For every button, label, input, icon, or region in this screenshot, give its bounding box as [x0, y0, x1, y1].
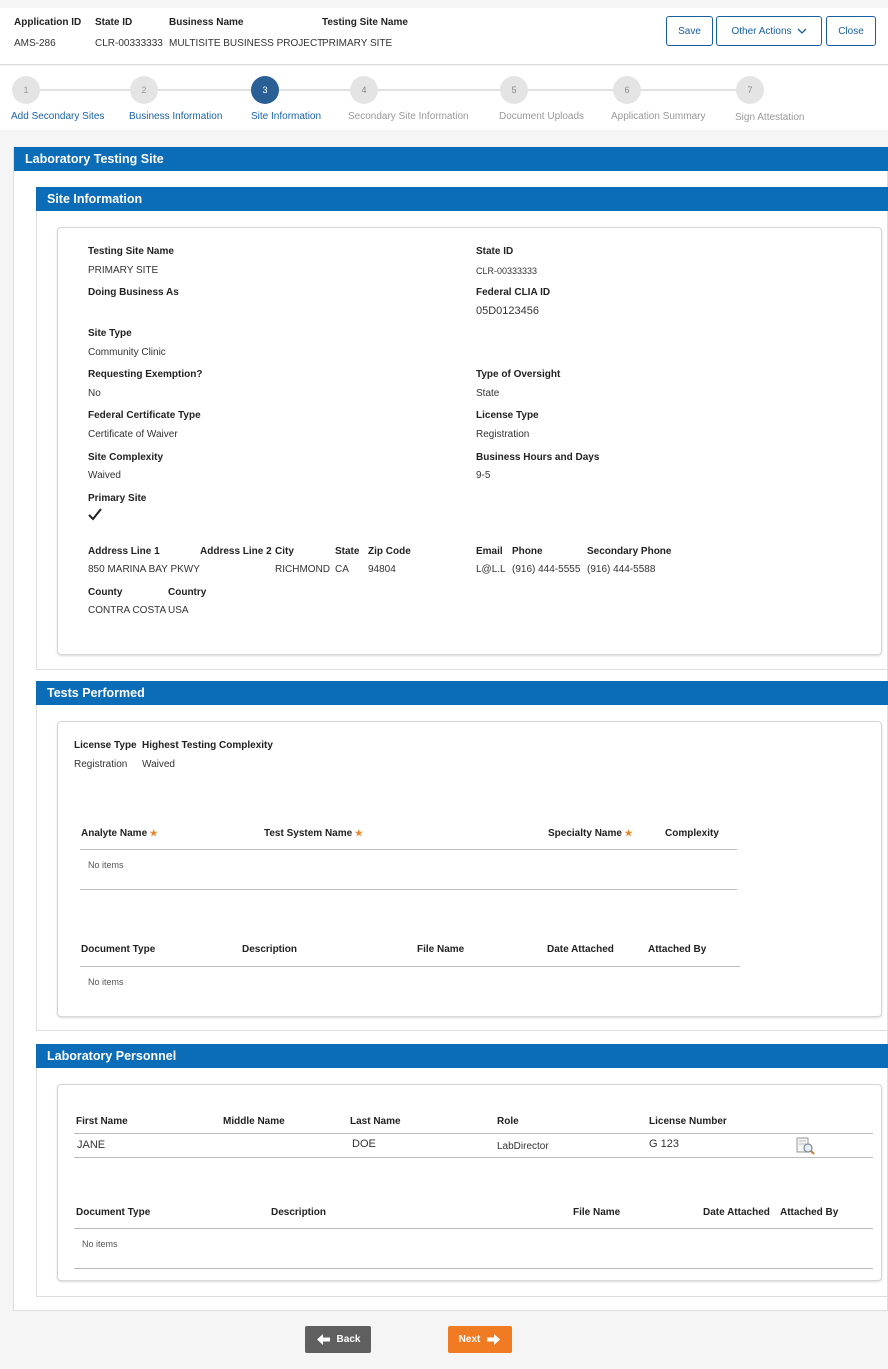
zip-code-label: Zip Code	[368, 546, 411, 557]
business-hours-label: Business Hours and Days	[476, 452, 600, 463]
save-button[interactable]	[666, 16, 713, 46]
application-id-label: Application ID	[14, 17, 82, 28]
requesting-exemption-value: No	[88, 388, 101, 399]
laboratory-personnel-card	[57, 1084, 882, 1281]
site-type-label: Site Type	[88, 328, 132, 339]
state-value: CA	[335, 564, 349, 575]
country-label: Country	[168, 587, 207, 598]
complexity-header[interactable]: Complexity	[665, 828, 719, 839]
arrow-right-icon	[486, 1333, 501, 1346]
application-id-value: AMS-286	[14, 38, 56, 49]
email-label: Email	[476, 546, 503, 557]
table-divider	[80, 849, 737, 850]
step-3-label[interactable]: Site Information	[251, 111, 322, 122]
testing-site-name-value: PRIMARY SITE	[88, 265, 159, 276]
tests-license-type-label: License Type	[74, 740, 137, 751]
primary-site-label: Primary Site	[88, 493, 147, 504]
requesting-exemption-label: Requesting Exemption?	[88, 369, 203, 380]
required-star-icon: ★	[352, 828, 363, 838]
state-label: State	[335, 546, 360, 557]
close-button[interactable]	[826, 16, 876, 46]
step-2-circle[interactable]: 2	[130, 76, 158, 104]
site-information-header	[36, 187, 888, 211]
step-connector	[158, 89, 251, 91]
back-button-label: Back	[336, 1334, 361, 1345]
testing-site-name-label: Testing Site Name	[88, 246, 174, 257]
step-7-circle: 7	[736, 76, 764, 104]
step-6-label: Application Summary	[611, 111, 706, 122]
step-connector	[528, 89, 613, 91]
site-information-title: Site Information	[47, 192, 143, 206]
documents-empty-message: No items	[88, 977, 124, 987]
site-complexity-value: Waived	[88, 470, 121, 481]
phone-value: (916) 444-5555	[512, 564, 581, 575]
city-value: RICHMOND	[275, 564, 330, 575]
application-header	[0, 8, 888, 65]
personnel-file-name-header[interactable]: File Name	[573, 1207, 621, 1218]
address-line1-label: Address Line 1	[88, 546, 160, 557]
type-of-oversight-label: Type of Oversight	[476, 369, 561, 380]
chevron-down-icon	[797, 28, 807, 35]
specialty-name-header[interactable]	[548, 828, 633, 839]
specialty-name-header-label: Specialty Name	[548, 828, 622, 839]
laboratory-personnel-header	[36, 1044, 888, 1068]
personnel-attached-by-header[interactable]: Attached By	[780, 1207, 839, 1218]
document-type-header[interactable]: Document Type	[81, 944, 156, 955]
analyte-name-header-label: Analyte Name	[81, 828, 148, 839]
other-actions-label: Other Actions	[731, 25, 792, 37]
required-star-icon: ★	[147, 828, 158, 838]
tests-performed-header	[36, 681, 888, 705]
personnel-description-header[interactable]: Description	[271, 1207, 327, 1218]
back-button[interactable]	[305, 1326, 371, 1353]
table-divider	[80, 966, 740, 967]
step-1-circle[interactable]: 1	[12, 76, 40, 104]
role-header[interactable]: Role	[497, 1116, 519, 1127]
business-name-label: Business Name	[169, 17, 244, 28]
table-divider	[80, 889, 737, 890]
state-id-value: CLR-00333333	[476, 266, 538, 276]
attached-by-header[interactable]: Attached By	[648, 944, 707, 955]
step-connector	[40, 89, 130, 91]
doing-business-as-label: Doing Business As	[88, 287, 179, 298]
personnel-documents-empty-message: No items	[82, 1239, 118, 1249]
highest-complexity-value: Waived	[142, 759, 175, 770]
step-4-circle: 4	[350, 76, 378, 104]
state-id-label: State ID	[476, 246, 514, 257]
role-cell: LabDirector	[497, 1141, 549, 1152]
country-value: USA	[168, 605, 189, 616]
federal-clia-id-value: 05D0123456	[476, 305, 540, 317]
state-id-value: CLR-00333333	[95, 38, 163, 49]
step-connector	[279, 89, 350, 91]
tests-license-type-value: Registration	[74, 759, 128, 770]
personnel-document-type-header[interactable]: Document Type	[76, 1207, 151, 1218]
address-line2-label: Address Line 2	[200, 546, 272, 557]
table-divider	[74, 1228, 873, 1229]
secondary-phone-value: (916) 444-5588	[587, 564, 656, 575]
phone-label: Phone	[512, 546, 543, 557]
other-actions-button[interactable]	[716, 16, 822, 46]
date-attached-header[interactable]: Date Attached	[547, 944, 614, 955]
site-complexity-label: Site Complexity	[88, 452, 164, 463]
laboratory-testing-site-header	[14, 147, 888, 171]
state-id-label: State ID	[95, 17, 133, 28]
testing-site-name-value: PRIMARY SITE	[322, 38, 393, 49]
email-value: L@L.L	[476, 564, 506, 575]
last-name-cell: DOE	[352, 1138, 376, 1150]
step-connector	[378, 89, 500, 91]
next-button[interactable]	[448, 1326, 512, 1353]
description-header[interactable]: Description	[242, 944, 298, 955]
last-name-header[interactable]: Last Name	[350, 1116, 401, 1127]
step-4-label: Secondary Site Information	[348, 111, 469, 122]
federal-clia-id-label: Federal CLIA ID	[476, 287, 551, 298]
next-button-label: Next	[458, 1334, 481, 1345]
analyte-empty-message: No items	[88, 860, 124, 870]
close-button-label: Close	[838, 25, 864, 37]
required-star-icon: ★	[621, 828, 633, 838]
step-6-circle: 6	[613, 76, 641, 104]
business-name-value: MULTISITE BUSINESS PROJECT	[169, 38, 324, 49]
license-type-label: License Type	[476, 410, 539, 421]
laboratory-testing-site-title: Laboratory Testing Site	[25, 152, 164, 166]
step-3-circle[interactable]: 3	[251, 76, 279, 104]
step-1-label[interactable]: Add Secondary Sites	[11, 111, 105, 122]
county-label: County	[88, 587, 123, 598]
laboratory-personnel-title: Laboratory Personnel	[47, 1049, 177, 1063]
first-name-header[interactable]: First Name	[76, 1116, 128, 1127]
step-7-label: Sign Attestation	[735, 112, 805, 123]
county-value: CONTRA COSTA	[88, 605, 167, 616]
arrow-left-icon	[316, 1333, 331, 1346]
first-name-cell: JANE	[77, 1139, 106, 1151]
license-number-cell: G 123	[649, 1138, 679, 1150]
analyte-name-header[interactable]	[81, 828, 158, 839]
table-divider	[74, 1157, 873, 1158]
federal-certificate-type-label: Federal Certificate Type	[88, 410, 201, 421]
table-divider	[74, 1268, 873, 1269]
city-label: City	[275, 546, 294, 557]
view-document-icon[interactable]	[796, 1137, 816, 1155]
secondary-phone-label: Secondary Phone	[587, 546, 672, 557]
file-name-header[interactable]: File Name	[417, 944, 465, 955]
save-button-label: Save	[678, 25, 701, 37]
middle-name-header[interactable]: Middle Name	[223, 1116, 285, 1127]
table-divider	[74, 1133, 873, 1134]
business-hours-value: 9-5	[476, 470, 491, 481]
testing-site-name-label: Testing Site Name	[322, 17, 408, 28]
test-system-name-header-label: Test System Name	[264, 828, 353, 839]
zip-code-value: 94804	[368, 564, 396, 575]
checkmark-icon	[88, 508, 102, 521]
type-of-oversight-value: State	[476, 388, 500, 399]
tests-performed-title: Tests Performed	[47, 686, 145, 700]
federal-certificate-type-value: Certificate of Waiver	[88, 429, 178, 440]
license-type-value: Registration	[476, 429, 530, 440]
step-2-label[interactable]: Business Information	[129, 111, 223, 122]
license-number-header[interactable]: License Number	[649, 1116, 727, 1127]
step-5-label: Document Uploads	[499, 111, 585, 122]
highest-complexity-label: Highest Testing Complexity	[142, 740, 273, 751]
personnel-date-attached-header[interactable]: Date Attached	[703, 1207, 770, 1218]
tests-performed-card	[57, 721, 882, 1017]
address-line1-value: 850 MARINA BAY PKWY	[88, 564, 200, 575]
test-system-name-header[interactable]	[264, 828, 363, 839]
site-type-value: Community Clinic	[88, 347, 166, 358]
step-5-circle: 5	[500, 76, 528, 104]
step-connector	[641, 89, 736, 91]
